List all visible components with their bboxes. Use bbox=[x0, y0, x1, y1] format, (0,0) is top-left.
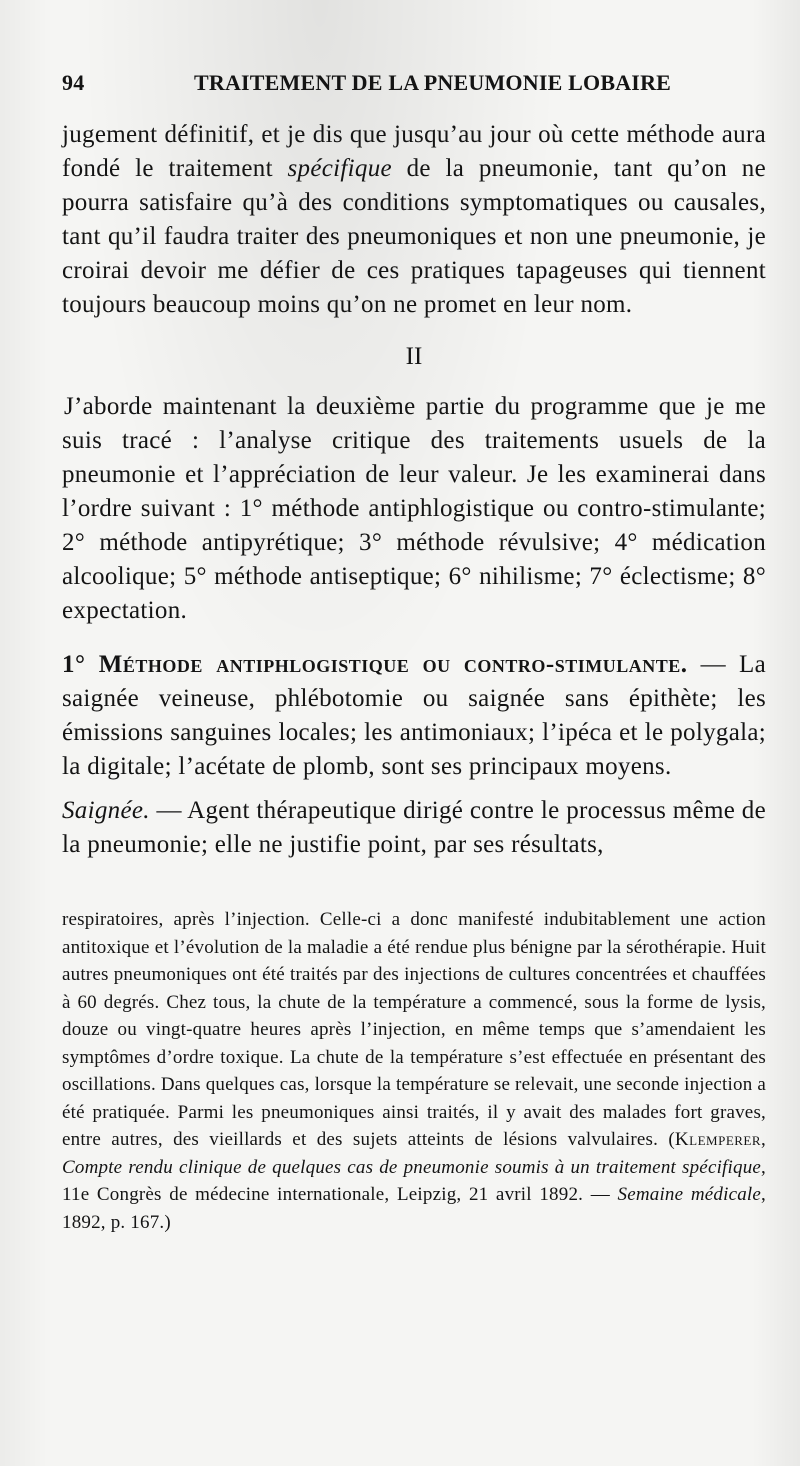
running-head bbox=[62, 70, 766, 110]
subsection-heading: 1° Méthode antiphlogistique ou contro-stimulante. bbox=[62, 651, 688, 678]
footnote-reference-title: Compte rendu clinique de quelques cas de pneumonie soumis à un traitement spécifique bbox=[62, 1156, 762, 1178]
paragraph-conclusion bbox=[62, 118, 766, 322]
paragraph-text: de la pneumonie, tant qu’on ne pourra satisfaire qu’à des conditions symptomatiques ou causales, tant qu’il faudra traiter des pneumoniques et non une pneumonie, je croirai devoir me défier de ces pratiques tapageuses qui tiennent toujours beaucoup moins qu’on ne promet en leur nom. bbox=[62, 155, 766, 318]
page-number: 94 bbox=[62, 70, 85, 95]
subsection-heading-italic: Saignée. bbox=[62, 797, 150, 824]
footnote bbox=[62, 906, 766, 1236]
paragraph-text: jugement définitif, et je dis que jusqu’au jour où cette méthode aura fondé le traitement bbox=[62, 121, 766, 182]
emphasis-specifique: spécifique bbox=[287, 155, 392, 182]
paragraph-text: — La saignée veineuse, phlébotomie ou saignée sans épithète; les émissions sanguines locales; les antimoniaux; l’ipéca et le polygala; la digitale; l’acétate de plomb, sont ses principaux moyens. bbox=[62, 651, 767, 780]
paragraph-saignee bbox=[62, 794, 766, 862]
paragraph-text: — Agent thérapeutique dirigé contre le processus même de la pneumonie; elle ne justifie point, par ses résultats, bbox=[62, 797, 766, 858]
paragraph-text: J’aborde maintenant la deuxième partie du programme que je me suis tracé : l’analyse critique des traitements usuels de la pneumonie et l’appréciation de leur valeur. Je les examinerai dans l’ordre suivant : 1° méthode antiphlogistique ou contro-stimulante; 2° méthode antipyrétique; 3° méthode révulsive; 4° médication alcoolique; 5° méthode antiseptique; 6° nihilisme; 7° éclectisme; 8° expectation. bbox=[62, 393, 766, 624]
section-number: II bbox=[405, 343, 423, 370]
paragraph-introduction bbox=[62, 390, 766, 628]
running-title: TRAITEMENT DE LA PNEUMONIE LOBAIRE bbox=[194, 70, 672, 95]
footnote-journal: Semaine médicale bbox=[617, 1184, 762, 1205]
footnote-text: , bbox=[761, 1129, 766, 1150]
footnote-text: , 1892, p. 167.) bbox=[62, 1184, 766, 1233]
paragraph-antiphlogistique bbox=[62, 648, 766, 784]
footnote-text: respiratoires, après l’injection. Celle-ci a donc manifesté indubitablement une action antitoxique et l’évolution de la maladie a été rendue plus bénigne par la sérothérapie. Huit autres pneumoniques ont été traités par des injections de cultures concentrées et chauffées à 60 degrés. Chez tous, la chute de la température a commencé, sous la forme de lysis, douze ou vingt-quatre heures après l’injection, en même temps que s’amendaient les symptômes d’ordre toxique. La chute de la température s’est effectuée en présentant des oscillations. Dans quelques cas, lorsque la température se relevait, une seconde injection a été pratiquée. Parmi les pneumoniques ainsi traités, il y avait des malades fort graves, entre autres, des vieillards et des sujets atteints de lésions valvulaires. ( bbox=[62, 909, 766, 1150]
footnote-text: , 11e Congrès de médecine internationale, Leipzig, 21 avril 1892. — bbox=[62, 1156, 766, 1205]
paragraph-gap bbox=[62, 628, 766, 648]
footnote-author: Klemperer bbox=[674, 1129, 762, 1150]
